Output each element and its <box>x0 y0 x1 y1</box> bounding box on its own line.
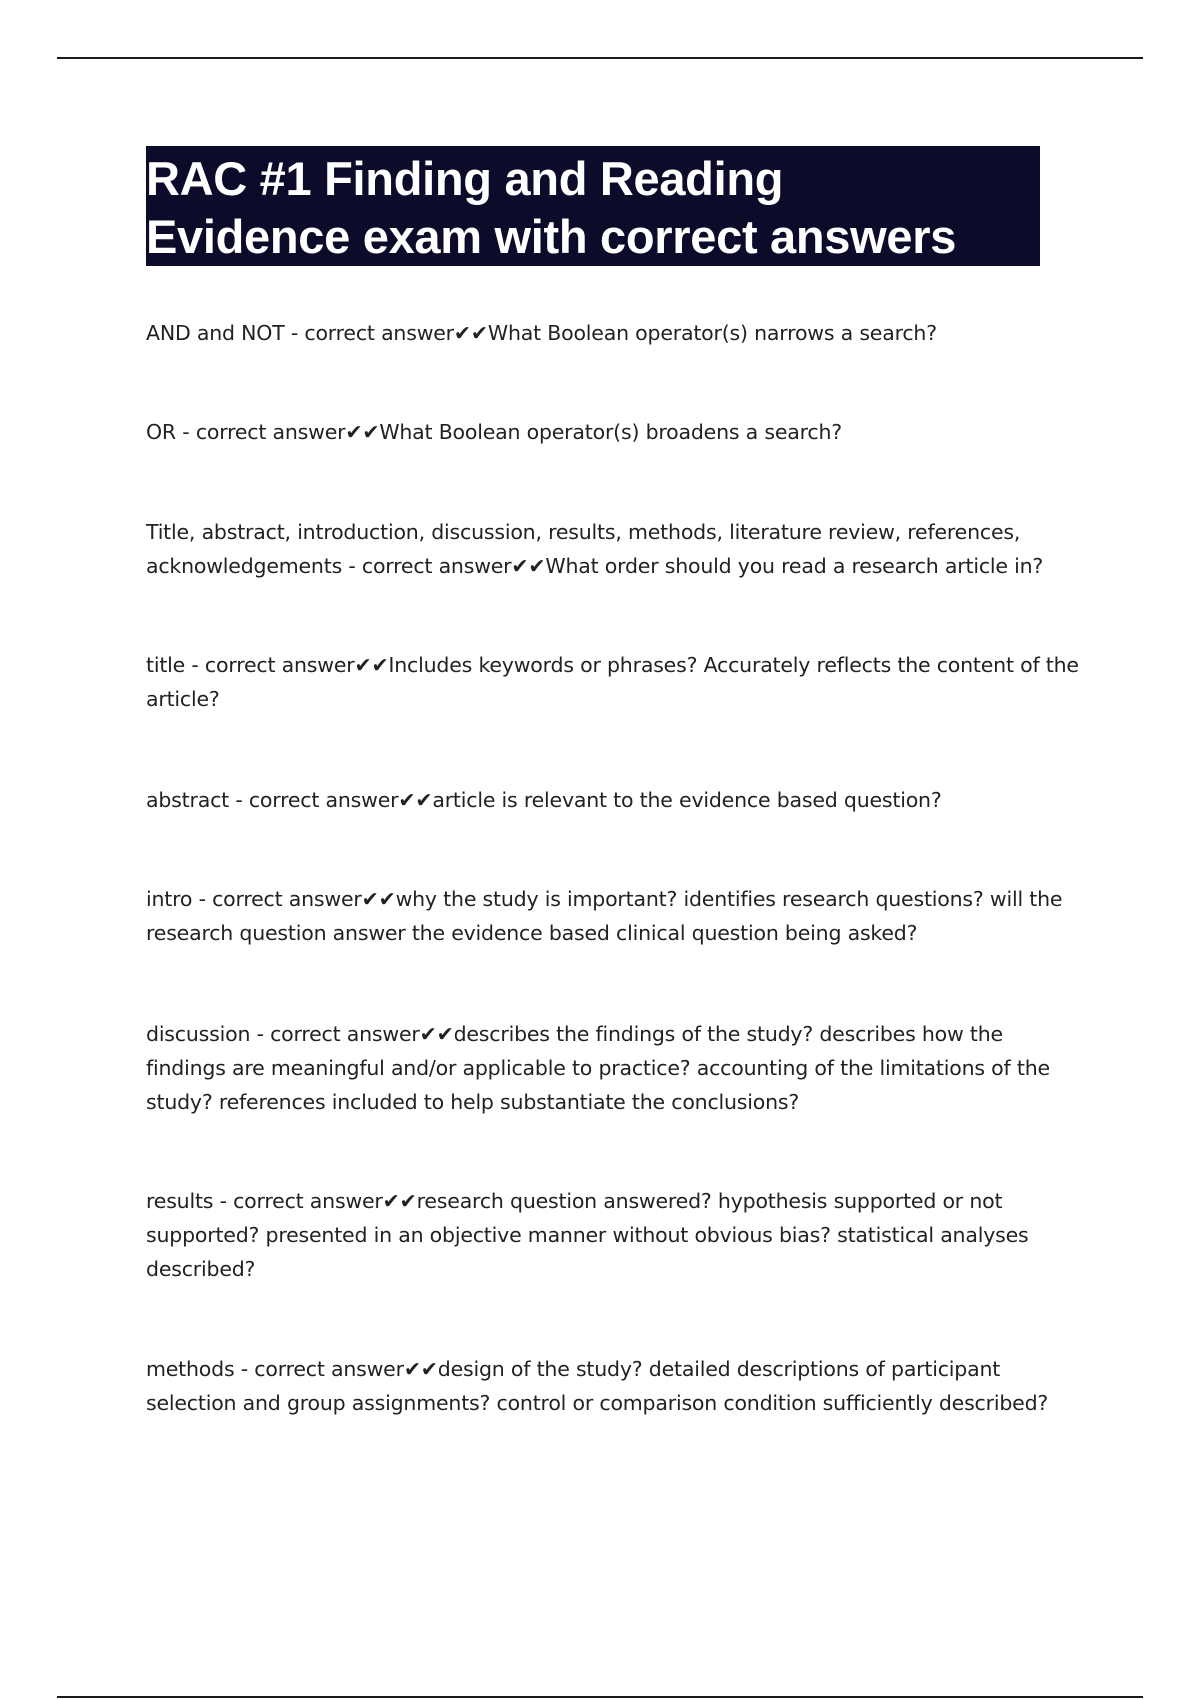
qa-item <box>146 783 1086 817</box>
qa-item <box>146 1184 1086 1286</box>
qa-answer: discussion <box>146 1022 251 1046</box>
footer-rule <box>57 1696 1143 1698</box>
qa-question: Includes keywords or phrases? Accurately reflects the content of the article? <box>146 653 1079 711</box>
qa-item <box>146 1017 1086 1119</box>
qa-question: What Boolean operator(s) narrows a search? <box>487 321 937 345</box>
qa-separator: - correct answer✔✔ <box>234 1357 438 1381</box>
qa-item <box>146 415 1086 449</box>
qa-question: article is relevant to the evidence based question? <box>432 788 942 812</box>
qa-item <box>146 1352 1086 1420</box>
qa-separator: - correct answer✔✔ <box>284 321 488 345</box>
qa-answer: title <box>146 653 186 677</box>
qa-answer: AND and NOT <box>146 321 285 345</box>
qa-item <box>146 648 1086 716</box>
qa-question: design of the study? detailed descriptions of participant selection and group assignments? control or comparison condition sufficiently described? <box>146 1357 1049 1415</box>
qa-item <box>146 882 1086 950</box>
qa-answer: Title, abstract, introduction, discussion, results, methods, literature review, references, acknowledgements <box>146 520 1021 578</box>
qa-separator: - correct answer✔✔ <box>342 554 546 578</box>
qa-answer: results <box>146 1189 214 1213</box>
qa-item <box>146 515 1086 583</box>
qa-item <box>146 316 1086 350</box>
qa-question: why the study is important? identifies research questions? will the research question answer the evidence based clinical question being asked? <box>146 887 1063 945</box>
qa-answer: abstract <box>146 788 229 812</box>
qa-separator: - correct answer✔✔ <box>175 420 380 444</box>
qa-question: What Boolean operator(s) broadens a search? <box>379 420 842 444</box>
qa-separator: - correct answer✔✔ <box>185 653 389 677</box>
qa-question: research question answered? hypothesis supported or not supported? presented in an objective manner without obvious bias? statistical analyses described? <box>146 1189 1029 1281</box>
qa-separator: - correct answer✔✔ <box>213 1189 417 1213</box>
qa-question: What order should you read a research article in? <box>545 554 1044 578</box>
document-title <box>146 146 1040 266</box>
qa-separator: - correct answer✔✔ <box>229 788 433 812</box>
title-line-1: RAC #1 Finding and Reading <box>146 152 784 205</box>
qa-separator: - correct answer✔✔ <box>192 887 396 911</box>
qa-question: describes the findings of the study? describes how the findings are meaningful and/or applicable to practice? accounting of the limitations of the study? references included to help substantiate the conclusions? <box>146 1022 1050 1114</box>
qa-answer: OR <box>146 420 176 444</box>
header-rule <box>57 57 1143 59</box>
title-line-2: Evidence exam with correct answers <box>146 210 957 263</box>
qa-answer: intro <box>146 887 193 911</box>
qa-separator: - correct answer✔✔ <box>250 1022 454 1046</box>
qa-answer: methods <box>146 1357 235 1381</box>
